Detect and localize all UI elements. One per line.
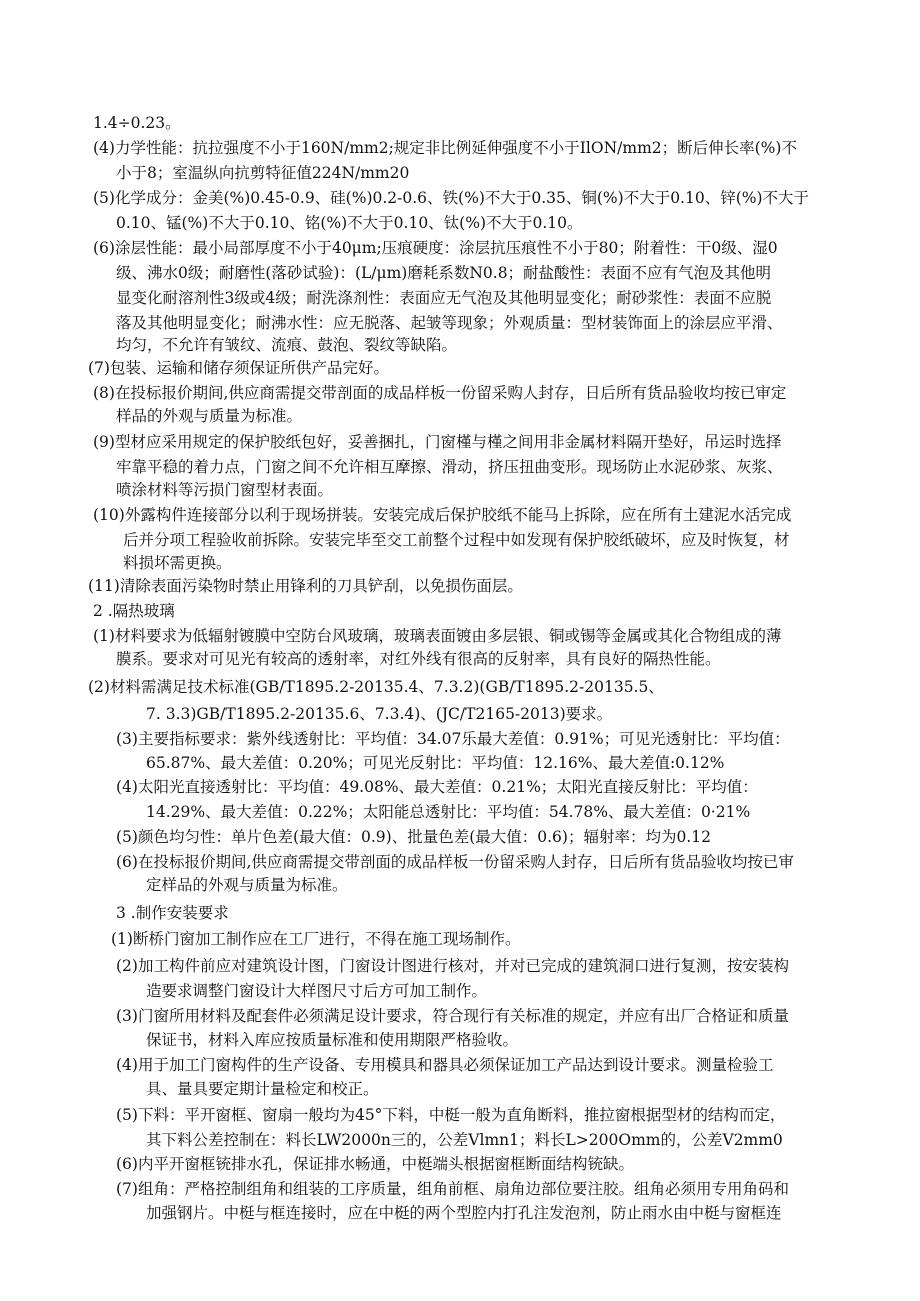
text-line: (4)太阳光直接透射比：平均值：49.08%、最大差值：0.21%；太阳光直接反射比：平均值： [116,778,758,796]
text-line: (6)在投标报价期间,供应商需提交带剖面的成品样板一份留采购人封存，日后所有货品验收均按已审 [116,853,794,871]
text-line: (2)材料需满足技术标准(GB/T1895.2-20135.4、7.3.2)(GB/T1895.2-20135.5、 [88,678,664,696]
text-line: 样品的外观与质量为标准。 [116,407,303,425]
text-line: 其下料公差控制在：料长LW2000n三的，公差Vlmn1；料长L>200Omm的，公差V2mm0 [146,1131,783,1149]
text-line: (8)在投标报价期间,供应商需提交带剖面的成品样板一份留采购人封存，日后所有货品验收均按已审定 [93,384,787,402]
text-line: (7)包装、运输和储存须保证所供产品完好。 [88,359,389,377]
text-line: 加强钢片。中梃与框连接时，应在中梃的两个型腔内打孔注发泡剂，防止雨水由中梃与窗框连 [146,1204,782,1222]
text-line: 均匀，不允许有皱纹、流痕、鼓泡、裂纹等缺陷。 [116,336,458,354]
text-line: 14.29%、最大差值：0.22%；太阳能总透射比：平均值：54.78%、最大差值：0·21% [146,803,751,821]
text-line: 具、量具要定期计量检定和校正。 [146,1080,379,1098]
text-line: (7)组角：严格控制组角和组装的工序质量，组角前框、扇角边部位要注胶。组角必须用专用角码和 [116,1180,789,1198]
text-line: 7. 3.3)GB/T1895.2-20135.6、7.3.4)、(JC/T2165-2013)要求。 [146,705,613,723]
text-line: 膜系。要求对可见光有较高的透射率，对红外线有很高的反射率，具有良好的隔热性能。 [116,650,721,668]
text-line: (9)型材应采用规定的保护胶纸包好，妥善捆扎，门窗槿与槿之间用非金属材料隔开垫好，吊运时选择 [93,433,782,451]
text-line: (5)颜色均匀性：单片色差(最大值：0.9)、批量色差(最大值：0.6)；辐射率：均为0.12 [116,828,711,846]
text-line: 保证书，材料入库应按质量标准和使用期限严格验收。 [146,1031,519,1049]
text-line: (5)下料：平开窗框、窗扇一般均为45°下料，中梃一般为直角断料，推拉窗根据型材的结构而定， [116,1106,786,1124]
text-line: 0.10、锰(%)不大于0.10、铭(%)不大于0.10、钛(%)不大于0.10。 [116,214,583,232]
text-line: (4)力学性能：抗拉强度不小于160N/mm2;规定非比例延伸强度不小于IlON/mm2；断后伸长率(%)不 [93,139,797,157]
text-line: 后并分项工程验收前拆除。安装完毕至交工前整个过程中如发现有保护胶纸破坏，应及时恢复，材 [123,531,790,549]
text-line: (5)化学成分：金美(%)0.45-0.9、硅(%)0.2-0.6、铁(%)不大于0.35、铜(%)不大于0.10、锌(%)不大于 [93,189,810,207]
text-line: (3)门窗所用材料及配套件必须满足设计要求，符合现行有关标准的规定，并应有出厂合格证和质量 [116,1007,789,1025]
text-line: 料损坏需更换。 [123,554,232,572]
text-line: 喷涂材料等污损门窗型材表面。 [116,481,334,499]
text-line: 级、沸水0级；耐磨性(落砂试验)：(L/μm)磨耗系数N0.8；耐盐酸性：表面不应有气泡及其他明 [116,264,772,282]
text-line: (6)内平开窗框铳排水孔，保证排水畅通，中梃端头根据窗框断面结构铳缺。 [116,1155,634,1173]
text-line: 小于8；室温纵向抗剪特征值224N/mm20 [116,164,410,182]
text-line: (2)加工构件前应对建筑设计图，门窗设计图进行核对，并对已完成的建筑洞口进行复测，按安装构 [116,957,789,975]
section-heading: 2 .隔热玻璃 [93,602,175,620]
text-line: (1)材料要求为低辐射镀膜中空防台风玻璃，玻璃表面镀由多层银、铜或锡等金属或其化合物组成的薄 [93,627,782,645]
section-heading: 3 .制作安装要求 [116,904,229,922]
text-line: 落及其他明显变化；耐沸水性：应无脱落、起皱等现象；外观质量：型材装饰面上的涂层应平滑、 [116,314,783,332]
text-line: 定样品的外观与质量为标准。 [146,876,348,894]
text-line: (6)涂层性能：最小局部厚度不小于40μm;压痕硬度：涂层抗压痕性不小于80；附着性：干0级、湿0 [93,239,778,257]
text-line: 牢靠平稳的着力点，门窗之间不允许相互摩擦、滑动，挤压扭曲变形。现场防止水泥砂浆、灰浆、 [116,458,783,476]
text-line: (11)清除表面污染物时禁止用锋利的刀具铲刮，以免损伤面层。 [88,577,523,595]
text-line: (10)外露构件连接部分以利于现场拼装。安装完成后保护胶纸不能马上拆除，应在所有土建泥水活完成 [93,506,792,524]
text-line: 显变化耐溶剂性3级或4级；耐洗涤剂性：表面应无气泡及其他明显变化；耐砂浆性：表面不应脱 [116,289,772,307]
text-line: 65.87%、最大差值：0.20%；可见光反射比：平均值：12.16%、最大差值:0.12% [146,754,725,772]
text-line: 1.4÷0.23。 [93,114,181,132]
text-line: (3)主要指标要求：紫外线透射比：平均值：34.07乐最大差值：0.91%；可见光透射比：平均值： [116,730,790,748]
text-line: 造要求调整门窗设计大样图尺寸后方可加工制作。 [146,982,488,1000]
text-line: (4)用于加工门窗构件的生产设备、专用模具和器具必须保证加工产品达到设计要求。测量检验工 [116,1056,774,1074]
text-line: (1)断桥门窗加工制作应在工厂进行，不得在施工现场制作。 [111,930,521,948]
